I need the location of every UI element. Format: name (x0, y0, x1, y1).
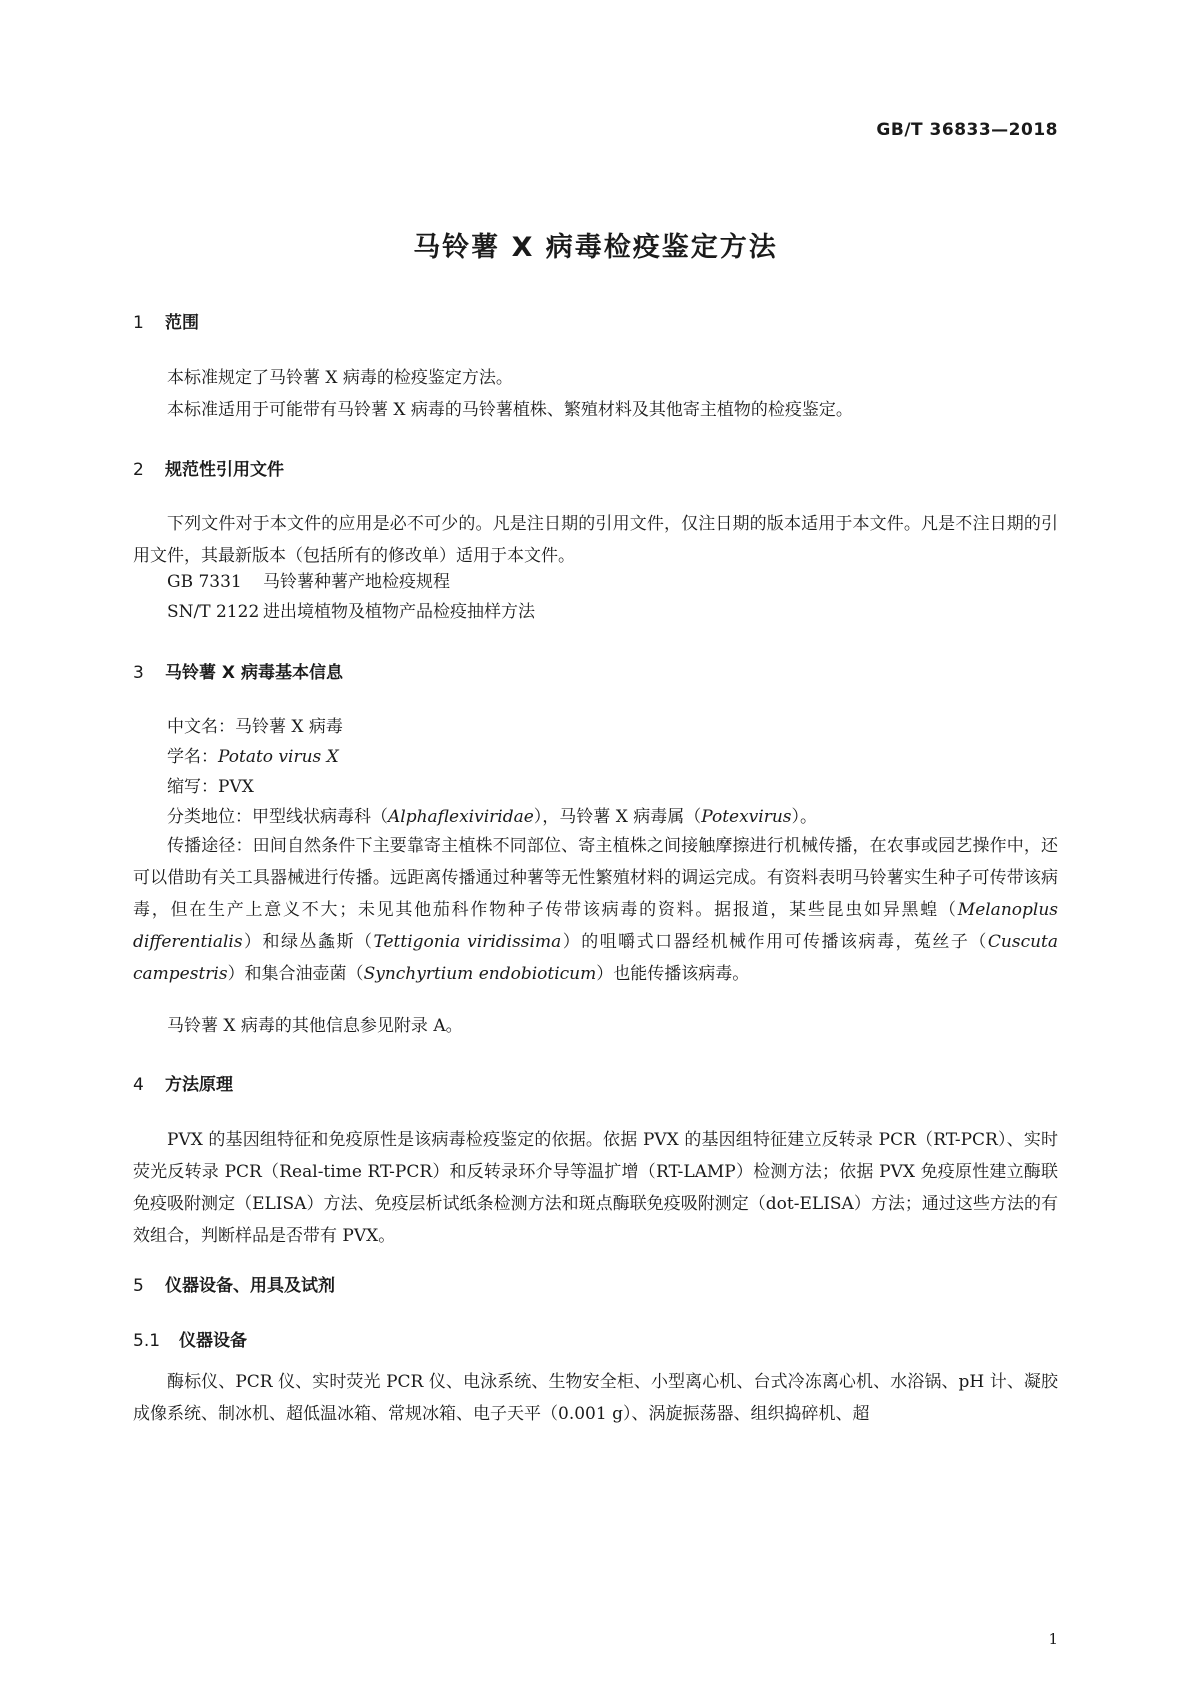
section-number: 5.1 (133, 1331, 161, 1351)
subsection-5-1-heading (133, 1326, 247, 1351)
text-fragment: 分类地位：甲型线状病毒科（ (167, 807, 388, 827)
species-name: Tettigonia viridissima (373, 932, 562, 952)
section-title: 规范性引用文件 (165, 460, 284, 480)
species-name: Cuscuta campestris (133, 932, 1059, 984)
annex-reference-line: 马铃薯 X 病毒的其他信息参见附录 A。 (167, 1016, 463, 1036)
transmission-paragraph (133, 830, 1058, 990)
text-fragment: ）也能传播该病毒。 (596, 964, 750, 984)
section-title: 仪器设备 (179, 1331, 247, 1351)
reference-name: 进出境植物及植物产品检疫抽样方法 (263, 602, 535, 622)
section-1-heading (133, 308, 199, 333)
section-title: 范围 (165, 313, 199, 333)
label: 学名： (167, 747, 218, 767)
section-number: 1 (133, 313, 144, 333)
family-name: Alphaflexiviridae (388, 807, 534, 827)
normative-reference (167, 566, 450, 598)
text-fragment: ）。 (791, 807, 818, 827)
text-fragment: ），马铃薯 X 病毒属（ (533, 807, 702, 827)
reference-code: GB 7331 (167, 572, 242, 592)
section-number: 3 (133, 663, 144, 683)
text-fragment: 传播途径：田间自然条件下主要靠寄主植株不同部位、寄主植株之间接触摩擦进行机械传播，在农事或园艺操作中，还可以借助有关工具器械进行传播。远距离传播通过种薯等无性繁殖材料的调运完成。有资料表明马铃薯实生种子可传带该病毒，但在生产上意义不大；未见其他茄科作物种子传带该病毒的资料。据报道，某些昆虫如异黑蝗（ (133, 836, 1058, 920)
section-2-heading (133, 455, 284, 480)
document-title: 马铃薯 X 病毒检疫鉴定方法 (413, 232, 778, 263)
section-4-heading (133, 1070, 233, 1095)
chinese-name-line: 中文名：马铃薯 X 病毒 (167, 717, 343, 737)
subsection-5-1-paragraph-1: 酶标仪、PCR 仪、实时荧光 PCR 仪、电泳系统、生物安全柜、小型离心机、台式冷冻离心机、水浴锅、pH 计、凝胶成像系统、制冰机、超低温冰箱、常规冰箱、电子天平（0.001 g）、涡旋振荡器、组织捣碎机、超 (133, 1372, 1058, 1424)
section-title: 仪器设备、用具及试剂 (165, 1276, 335, 1296)
scientific-name-line (167, 741, 339, 773)
text-fragment: ）和绿丛螽斯（ (242, 932, 374, 952)
section-1-paragraph-2: 本标准适用于可能带有马铃薯 X 病毒的马铃薯植株、繁殖材料及其他寄主植物的检疫鉴定。 (167, 400, 853, 420)
section-number: 5 (133, 1276, 144, 1296)
section-title: 方法原理 (165, 1075, 233, 1095)
text-fragment: ）的咀嚼式口器经机械作用可传播该病毒，菟丝子（ (561, 932, 988, 952)
page-number: 1 (1048, 1630, 1058, 1648)
taxonomy-line (167, 801, 817, 833)
normative-reference (167, 596, 535, 628)
genus-name: Potexvirus (701, 807, 792, 827)
reference-code: SN/T 2122 (167, 602, 260, 622)
section-4-paragraph-1: PVX 的基因组特征和免疫原性是该病毒检疫鉴定的依据。依据 PVX 的基因组特征建立反转录 PCR（RT-PCR）、实时荧光反转录 PCR（Real-time RT-PCR）和反转录环介导等温扩增（RT-LAMP）检测方法；依据 PVX 免疫原性建立酶联免疫吸附测定（ELISA）方法、免疫层析试纸条检测方法和斑点酶联免疫吸附测定（dot-ELISA）方法；通过这些方法的有效组合，判断样品是否带有 PVX。 (133, 1130, 1058, 1246)
abbreviation-line: 缩写：PVX (167, 777, 254, 797)
scientific-name: Potato virus X (218, 747, 339, 767)
section-2-paragraph-1: 下列文件对于本文件的应用是必不可少的。凡是注日期的引用文件，仅注日期的版本适用于本文件。凡是不注日期的引用文件，其最新版本（包括所有的修改单）适用于本文件。 (133, 514, 1058, 566)
section-number: 4 (133, 1075, 144, 1095)
reference-name: 马铃薯种薯产地检疫规程 (263, 572, 450, 592)
species-name: Synchyrtium endobioticum (363, 964, 597, 984)
text-fragment: ）和集合油壶菌（ (227, 964, 364, 984)
standard-code: GB/T 36833—2018 (876, 120, 1058, 140)
section-3-heading (133, 658, 343, 683)
section-title: 马铃薯 X 病毒基本信息 (165, 663, 343, 683)
section-5-heading (133, 1271, 335, 1296)
section-number: 2 (133, 460, 144, 480)
species-name: Melanoplus differentialis (133, 900, 1058, 952)
section-1-paragraph-1: 本标准规定了马铃薯 X 病毒的检疫鉴定方法。 (167, 368, 513, 388)
